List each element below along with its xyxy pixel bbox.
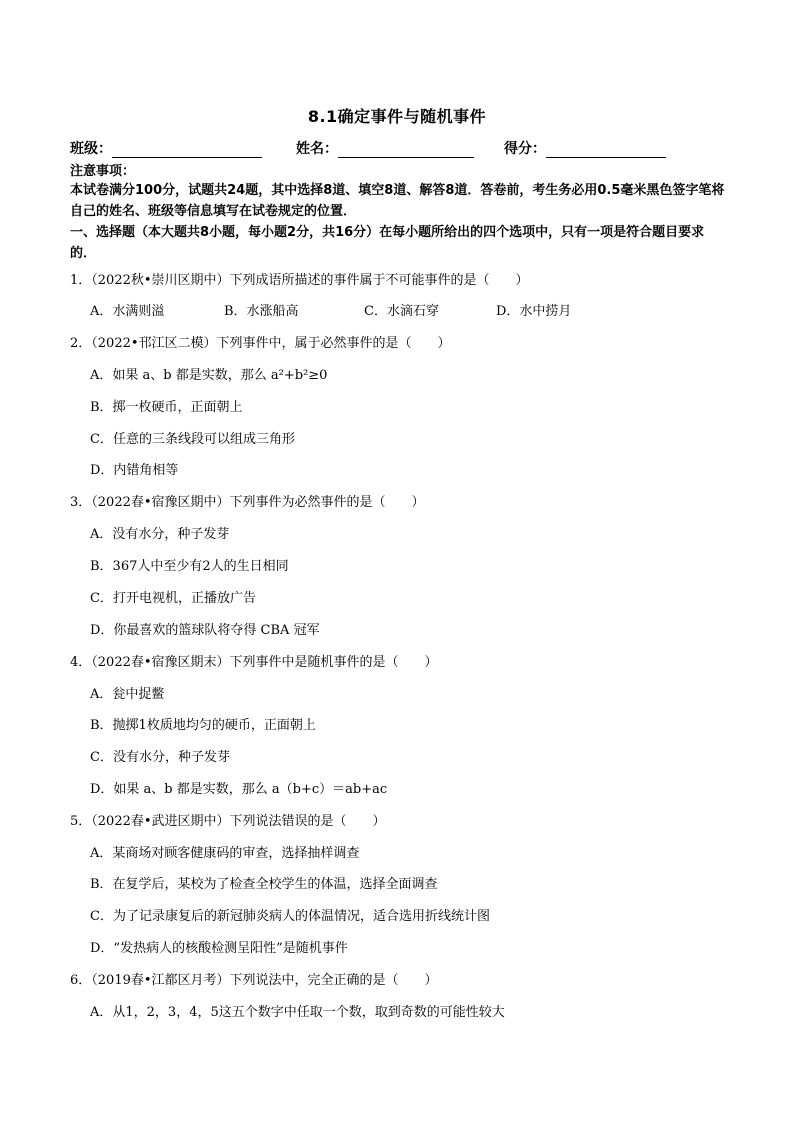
question-1-option-d: D．水中捞月 bbox=[496, 304, 572, 319]
student-info-row bbox=[70, 138, 730, 158]
question-4-option-c: C．没有水分，种子发芽 bbox=[90, 750, 230, 765]
question-1-option-c: C．水滴石穿 bbox=[364, 304, 439, 319]
name-blank[interactable] bbox=[338, 143, 474, 158]
question-4-option-a: A．瓮中捉鳖 bbox=[90, 687, 165, 702]
question-5-option-d: D．“发热病人的核酸检测呈阳性”是随机事件 bbox=[90, 941, 348, 956]
question-2-option-b: B．掷一枚硬币，正面朝上 bbox=[90, 400, 243, 415]
question-1-option-b: B．水涨船高 bbox=[224, 304, 299, 319]
question-4-stem: 4．（2022春•宿豫区期末）下列事件中是随机事件的是（ ） bbox=[70, 655, 438, 670]
question-5-option-a: A．某商场对顾客健康码的审查，选择抽样调查 bbox=[90, 846, 360, 861]
question-3-option-a: A．没有水分，种子发芽 bbox=[90, 527, 230, 542]
name-label: 姓名： bbox=[296, 141, 338, 157]
question-5-option-c: C．为了记录康复后的新冠肺炎病人的体温情况，适合选用折线统计图 bbox=[90, 909, 490, 924]
question-1-stem: 1．（2022秋•崇川区期中）下列成语所描述的事件属于不可能事件的是（ ） bbox=[70, 273, 529, 288]
page-title: 8.1确定事件与随机事件 bbox=[307, 107, 487, 126]
question-5-option-b: B．在复学后，某校为了检查全校学生的体温，选择全面调查 bbox=[90, 877, 438, 892]
question-4-option-d: D．如果 a、b 都是实数，那么 a（b+c）＝ab+ac bbox=[90, 782, 388, 797]
question-3-option-c: C．打开电视机，正播放广告 bbox=[90, 591, 256, 606]
notice-body: 本试卷满分100分，试题共24题，其中选择8道、填空8道、解答8道．答卷前，考生务必用0.5毫米黑色签字笔将自己的姓名、班级等信息填写在试卷规定的位置． bbox=[70, 183, 725, 219]
score-blank[interactable] bbox=[546, 143, 666, 158]
class-field[interactable] bbox=[70, 138, 262, 158]
question-2-option-d: D．内错角相等 bbox=[90, 463, 179, 478]
class-blank[interactable] bbox=[112, 143, 262, 158]
question-5-stem: 5．（2022春•武进区期中）下列说法错误的是（ ） bbox=[70, 814, 386, 829]
question-2-option-c: C．任意的三条线段可以组成三角形 bbox=[90, 432, 295, 447]
question-6-stem: 6．（2019春•江都区月考）下列说法中，完全正确的是（ ） bbox=[70, 973, 438, 988]
name-field[interactable] bbox=[296, 138, 474, 158]
question-1-option-a: A．水满则溢 bbox=[90, 304, 165, 319]
question-2-option-a: A．如果 a、b 都是实数，那么 a²+b²≥0 bbox=[90, 368, 328, 383]
score-field[interactable] bbox=[504, 138, 666, 158]
question-3-option-b: B．367人中至少有2人的生日相同 bbox=[90, 559, 289, 574]
score-label: 得分： bbox=[504, 141, 546, 157]
class-label: 班级： bbox=[70, 141, 112, 157]
question-4-option-b: B．抛掷1枚质地均匀的硬币，正面朝上 bbox=[90, 718, 316, 733]
question-2-stem: 2．（2022•邗江区二模）下列事件中，属于必然事件的是（ ） bbox=[70, 336, 451, 351]
question-3-option-d: D．你最喜欢的篮球队将夺得 CBA 冠军 bbox=[90, 623, 320, 638]
question-3-stem: 3．（2022春•宿豫区期中）下列事件为必然事件的是（ ） bbox=[70, 495, 425, 510]
notice-heading: 注意事项： bbox=[70, 164, 136, 179]
question-6-option-a: A．从1，2，3，4，5这五个数字中任取一个数，取到奇数的可能性较大 bbox=[90, 1005, 505, 1020]
section-heading: 一、选择题（本大题共8小题，每小题2分，共16分）在每小题所给出的四个选项中，只有一项是符合题目要求的． bbox=[70, 225, 705, 261]
